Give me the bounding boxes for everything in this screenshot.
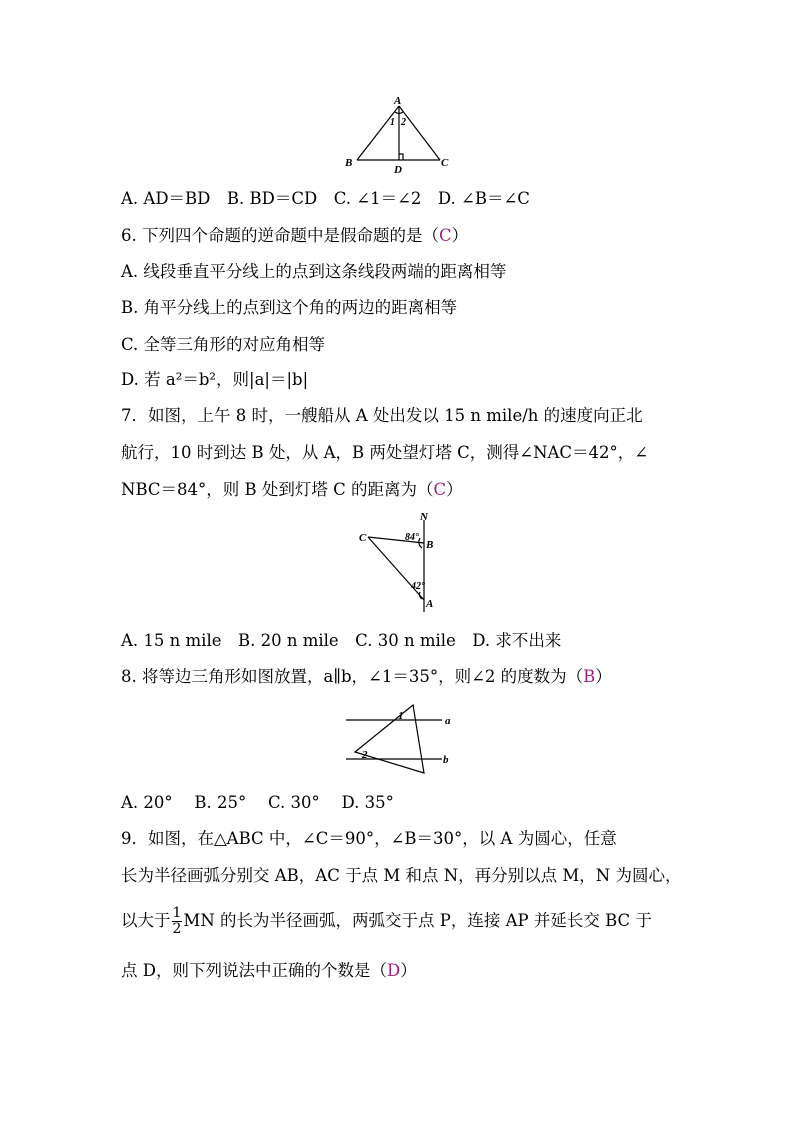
label-c: C <box>441 157 449 169</box>
label-b: b <box>443 754 449 766</box>
figure-q7-lighthouse <box>356 508 440 614</box>
q9-line3 <box>121 903 652 939</box>
q6-option-d: D. 若 a²＝b²，则|a|＝|b| <box>121 370 309 389</box>
q8-stem <box>121 667 612 687</box>
fraction-numerator: 1 <box>172 905 182 921</box>
q6-answer: C <box>439 226 452 245</box>
q9-answer: D <box>386 961 401 980</box>
q7-line2: 航行，10 时到达 B 处，从 A，B 两处望灯塔 C，测得∠NAC＝42°，∠ <box>121 443 649 462</box>
label-1: 1 <box>398 710 404 722</box>
q9-close: ） <box>400 961 417 980</box>
side-ac <box>399 106 440 160</box>
fraction-denominator: 2 <box>172 921 182 937</box>
figure-q5-triangle <box>340 92 458 176</box>
q6-option-a: A. 线段垂直平分线上的点到这条线段两端的距离相等 <box>121 262 507 281</box>
q8-close: ） <box>595 667 612 686</box>
q9-line1: 9．如图，在△ABC 中，∠C＝90°，∠B＝30°，以 A 为圆心，任意 <box>121 829 617 848</box>
q7-line3-text: NBC＝84°，则 B 处到灯塔 C 的距离为（ <box>121 480 434 499</box>
q9-line4-text: 点 D，则下列说法中正确的个数是（ <box>121 961 387 980</box>
q7-answer: C <box>433 480 447 499</box>
q6-option-c: C. 全等三角形的对应角相等 <box>121 335 326 354</box>
label-n: N <box>420 511 428 523</box>
q6-stem-text: 6. 下列四个命题的逆命题中是假命题的是（ <box>121 226 439 245</box>
q5-options: A. AD＝BD B. BD＝CD C. ∠1＝∠2 D. ∠B＝∠C <box>121 189 530 208</box>
label-a: A <box>426 598 434 610</box>
q6-option-b: B. 角平分线上的点到这个角的两边的距离相等 <box>121 298 458 317</box>
label-b: B <box>426 539 434 551</box>
q7-options: A. 15 n mile B. 20 n mile C. 30 n mile D. 求不出来 <box>121 631 562 650</box>
q8-answer: B <box>583 667 596 686</box>
q6-stem <box>121 226 468 246</box>
q7-line1: 7．如图，上午 8 时，一艘船从 A 处出发以 15 n mile/h 的速度向正北 <box>121 406 643 425</box>
q9-line3-post: MN 的长为半径画弧，两弧交于点 P，连接 AP 并延长交 BC 于 <box>183 911 652 930</box>
q8-options: A. 20° B. 25° C. 30° D. 35° <box>121 793 394 812</box>
q8-stem-text: 8. 将等边三角形如图放置，a∥b，∠1＝35°，则∠2 的度数为（ <box>121 667 584 686</box>
q9-line2: 长为半径画弧分别交 AB，AC 于点 M 和点 N，再分别以点 M，N 为圆心， <box>121 866 682 885</box>
side-ab <box>357 106 399 160</box>
right-angle-mark <box>399 154 403 160</box>
label-42: 42° <box>411 581 425 592</box>
label-b: B <box>345 157 353 169</box>
label-84: 84° <box>405 532 419 543</box>
figure-q8-parallel-lines <box>340 700 458 778</box>
equilateral-triangle <box>355 705 424 773</box>
label-a: A <box>394 95 402 107</box>
label-1: 1 <box>390 117 395 128</box>
q7-line3 <box>121 480 463 500</box>
q9-line4 <box>121 961 417 981</box>
label-d: D <box>394 164 402 176</box>
label-a: a <box>445 715 451 727</box>
label-2: 2 <box>401 117 406 128</box>
label-c: C <box>359 532 367 544</box>
fraction-one-half <box>172 906 183 937</box>
q7-close: ） <box>446 480 463 499</box>
label-2: 2 <box>362 749 368 761</box>
q9-line3-pre: 以大于 <box>121 911 171 930</box>
q6-close: ） <box>451 226 469 245</box>
